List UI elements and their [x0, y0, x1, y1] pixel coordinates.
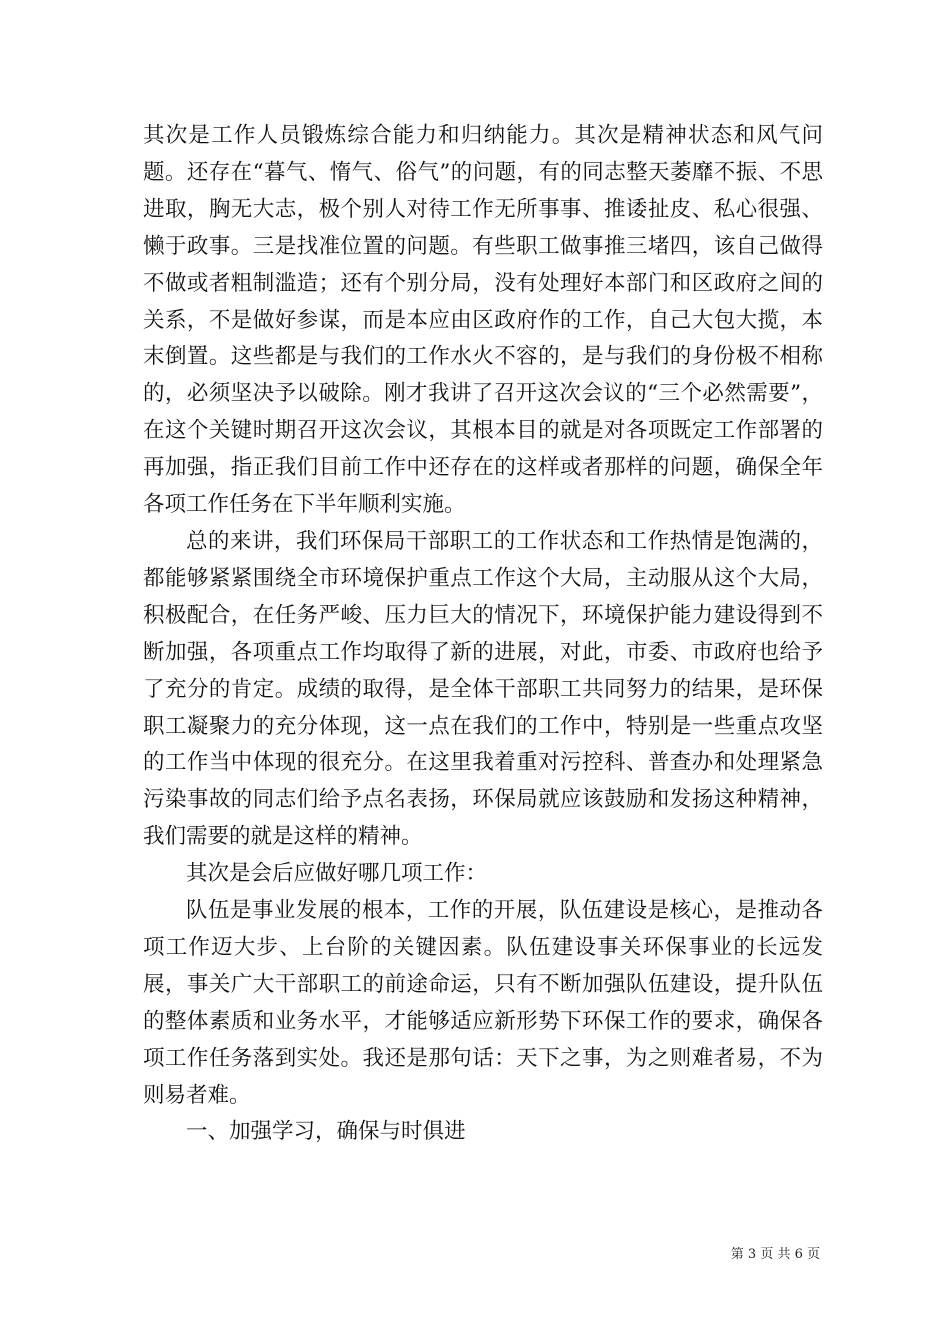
paragraph-next-tasks-heading: 其次是会后应做好哪几项工作： — [186, 861, 488, 887]
page-number-footer: 第 3 页 共 6 页 — [730, 1247, 820, 1262]
paragraph-team-building: 队伍是事业发展的根本，工作的开展，队伍建设是核心，是推动各项工作迈大步、上台阶的关键因素。队伍建设事关环保事业的长远发展，事关广大干部职工的前途命运，只有不断加强队伍建设，提升队伍的整体素质和业务水平，才能够适应新形势下环保工作的要求，确保各项工作任务落到实处。我还是那句话：天下之事，为之则难者易，不为则易者难。 — [143, 898, 823, 1108]
document-body — [143, 118, 823, 1151]
paragraph-summary: 总的来讲，我们环保局干部职工的工作状态和工作热情是饱满的，都能够紧紧围绕全市环境保护重点工作这个大局，主动服从这个大局，积极配合，在任务严峻、压力巨大的情况下，环境保护能力建设得到不断加强，各项重点工作均取得了新的进展，对此，市委、市政府也给予了充分的肯定。成绩的取得，是全体干部职工共同努力的结果，是环保职工凝聚力的充分体现，这一点在我们的工作中，特别是一些重点攻坚的工作当中体现的很充分。在这里我着重对污控科、普查办和处理紧急污染事故的同志们给予点名表扬，环保局就应该鼓励和发扬这种精神，我们需要的就是这样的精神。 — [143, 528, 823, 850]
section-heading-study: 一、加强学习，确保与时俱进 — [186, 1119, 466, 1145]
paragraph-continued: 其次是工作人员锻炼综合能力和归纳能力。其次是精神状态和风气问题。还存在“暮气、惰气、俗气”的问题，有的同志整天萎靡不振、不思进取，胸无大志，极个别人对待工作无所事事、推诿扯皮、私心很强、懒于政事。三是找准位置的问题。有些职工做事推三堵四，该自己做得不做或者粗制滥造；还有个别分局，没有处理好本部门和区政府之间的关系，不是做好参谋，而是本应由区政府作的工作，自己大包大揽，本末倒置。这些都是与我们的工作水火不容的，是与我们的身份极不相称的，必须坚决予以破除。刚才我讲了召开这次会议的“三个必然需要”，在这个关键时期召开这次会议，其根本目的就是对各项既定工作部署的再加强，指正我们目前工作中还存在的这样或者那样的问题，确保全年各项工作任务在下半年顺利实施。 — [143, 123, 823, 518]
